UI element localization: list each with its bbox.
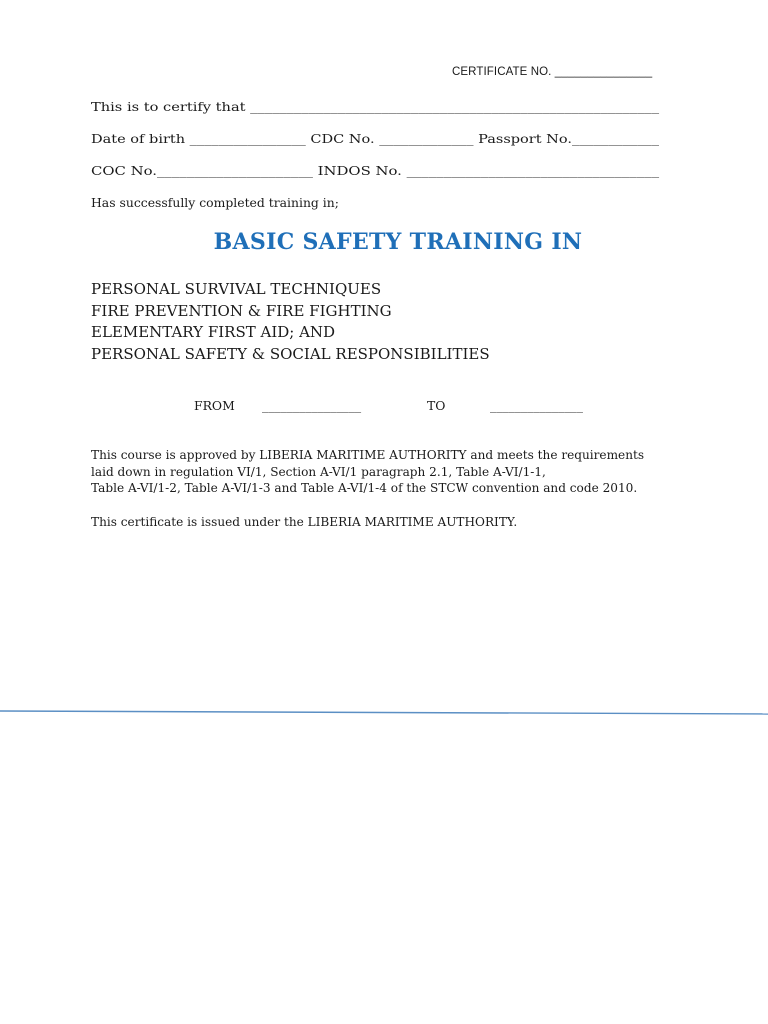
to-date-field: _______________ xyxy=(490,398,583,413)
approval-paragraph xyxy=(91,447,644,497)
certify-name-field: This is to certify that ________________________________________________________ xyxy=(91,99,659,114)
page-divider xyxy=(0,709,768,715)
issued-statement: This certificate is issued under the LIBERIA MARITIME AUTHORITY. xyxy=(91,515,518,529)
course-heading: BASIC SAFETY TRAINING IN xyxy=(213,229,583,255)
coc-indos-field: COC No._____________________ INDOS No. __________________________________ xyxy=(91,163,659,178)
from-label: FROM xyxy=(194,398,235,413)
topic-item: PERSONAL SURVIVAL TECHNIQUES xyxy=(91,280,382,298)
completed-training-text: Has successfully completed training in; xyxy=(91,195,339,210)
topic-item: FIRE PREVENTION & FIRE FIGHTING xyxy=(91,301,392,320)
topic-item: PERSONAL SAFETY & SOCIAL RESPONSIBILITIES xyxy=(91,345,490,364)
dob-cdc-passport-field: Date of birth ________________ CDC No. _____________ Passport No.____________ xyxy=(91,131,659,146)
certificate-number-field: CERTIFICATE NO. _______________ xyxy=(452,66,653,78)
to-label: TO xyxy=(427,398,446,413)
from-date-field: ________________ xyxy=(262,398,362,413)
topics-list xyxy=(91,279,490,366)
topic-item: ELEMENTARY FIRST AID; AND xyxy=(91,323,336,342)
approval-line: This course is approved by LIBERIA MARITIME AUTHORITY and meets the requirements xyxy=(91,448,645,462)
approval-line: laid down in regulation VI/1, Section A-VI/1 paragraph 2.1, Table A-VI/1-1, xyxy=(91,464,546,479)
approval-line: Table A-VI/1-2, Table A-VI/1-3 and Table A-VI/1-4 of the STCW convention and code 2010. xyxy=(91,481,638,496)
